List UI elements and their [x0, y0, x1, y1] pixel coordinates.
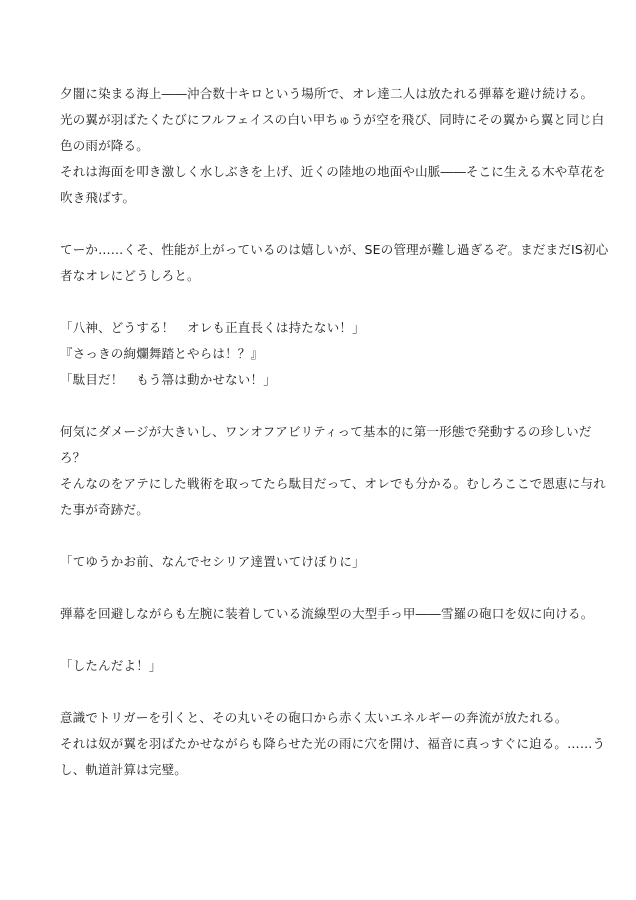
- dialogue-line: 「駄目だ！ もう箒は動かせない！」: [60, 372, 276, 387]
- document-body: [60, 81, 609, 783]
- blank-line: [60, 575, 580, 601]
- text-line: 意識でトリガーを引くと、その丸いその砲口から赤く太いエネルギーの奔流が放たれる。: [60, 710, 568, 725]
- text-line: た事が奇跡だ。: [60, 502, 149, 517]
- text-line: 色の雨が降る。: [60, 138, 149, 153]
- blank-line: [60, 211, 580, 237]
- blank-line: [60, 627, 580, 653]
- blank-line: [60, 523, 580, 549]
- text-line: ろ？: [60, 450, 86, 465]
- dialogue-line: 「八神、どうする！ オレも正直長くは持たない！」: [60, 320, 365, 335]
- text-line: それは奴が翼を羽ばたかせながらも降らせた光の雨に穴を開け、福音に真っすぐに迫る。……う: [60, 736, 606, 751]
- blank-line: [60, 289, 580, 315]
- text-line: 夕闇に染まる海上――沖合数十キロという場所で、オレ達二人は放たれる弾幕を避け続ける。: [60, 86, 594, 101]
- dialogue-line: 「したんだよ！」: [60, 658, 162, 673]
- blank-line: [60, 679, 580, 705]
- blank-line: [60, 393, 580, 419]
- text-line: そんなのをアテにした戦術を取ってたら駄目だって、オレでも分かる。むしろここで恩恵に与れ: [60, 476, 606, 491]
- text-line: し、軌道計算は完璧。: [60, 762, 188, 777]
- text-line: それは海面を叩き激しく水しぶきを上げ、近くの陸地の地面や山脈――そこに生える木や草花を: [60, 164, 606, 179]
- text-line: 何気にダメージが大きいし、ワンオフアビリティって基本的に第一形態で発動するの珍しいだ: [60, 424, 592, 439]
- dialogue-line: 「てゆうかお前、なんでセシリア達置いてけぼりに」: [60, 554, 365, 569]
- text-line: てーか……くそ、性能が上がっているのは嬉しいが、SEの管理が難し過ぎるぞ。まだまだIS初心: [60, 242, 609, 257]
- text-line: 吹き飛ばす。: [60, 190, 136, 205]
- text-line: 弾幕を回避しながらも左腕に装着している流線型の大型手っ甲――雪羅の砲口を奴に向ける。: [60, 606, 594, 621]
- text-line: 者なオレにどうしろと。: [60, 268, 200, 283]
- text-line: 光の翼が羽ばたくたびにフルフェイスの白い甲ちゅうが空を飛び、同時にその翼から翼と同じ白: [60, 112, 605, 127]
- dialogue-line: 『さっきの絢爛舞踏とやらは！？』: [60, 346, 264, 361]
